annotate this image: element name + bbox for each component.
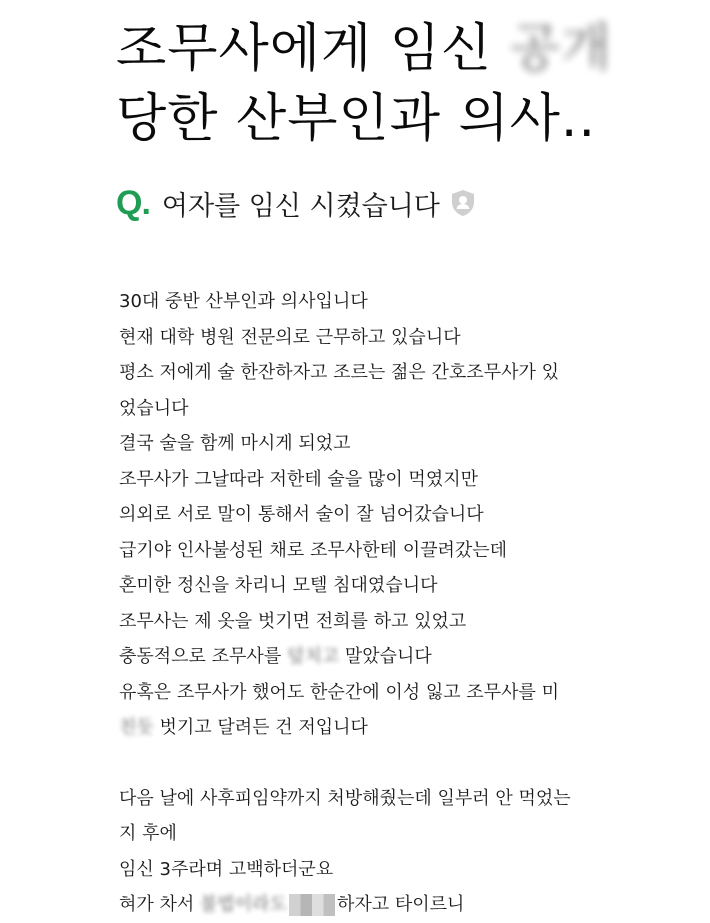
blurred-word: 친듯 (119, 717, 154, 738)
body-line-text: 충동적으로 조무사를 (119, 646, 282, 667)
question-header (116, 180, 476, 226)
body-line: 었습니다 (119, 397, 189, 419)
body-line-text: 혀가 차서 (119, 894, 195, 915)
headline-line-1 (116, 14, 706, 84)
body-line: 30대 중반 산부인과 의사입니다 (119, 291, 368, 312)
body-line: 지 후에 (119, 823, 177, 844)
question-mark-label: Q. (116, 183, 150, 222)
body-line: 의외로 서로 말이 통해서 술이 잘 넘어갔습니다 (119, 504, 484, 525)
headline-blurred-fragment: 공개 (509, 19, 613, 79)
shield-user-icon (450, 189, 476, 217)
body-line: 다음 날에 사후피임약까지 처방해줬는데 일부러 안 먹었는 (119, 787, 571, 809)
blurred-word: 덮치고 (286, 646, 340, 667)
body-line: 임신 3주라며 고백하더군요 (119, 858, 334, 880)
pixelated-censor (289, 894, 335, 916)
body-line (119, 639, 699, 675)
article-headline (116, 14, 706, 154)
paragraph-spacer (119, 746, 699, 781)
body-line: 조무사가 그날따라 저한테 술을 많이 먹였지만 (119, 468, 478, 490)
headline-text-1: 조무사에게 임신 (116, 19, 493, 79)
body-line: 조무사는 제 옷을 벗기면 전희를 하고 있었고 (119, 610, 467, 632)
body-line: 현재 대학 병원 전문의로 근무하고 있습니다 (119, 326, 461, 348)
body-line-tail: 하자고 타이르니 (336, 894, 465, 915)
body-line-text: 벗기고 달려든 건 저입니다 (159, 717, 368, 738)
body-line: 유혹은 조무사가 했어도 한순간에 이성 잃고 조무사를 미 (119, 681, 559, 703)
headline-line-2: 당한 산부인과 의사.. (116, 89, 596, 149)
body-line (119, 887, 699, 923)
question-body (119, 284, 699, 923)
body-line: 결국 술을 함께 마시게 되었고 (119, 433, 351, 454)
question-title: 여자를 임신 시켰습니다 (161, 190, 440, 222)
body-line: 평소 저에게 술 한잔하자고 조르는 젊은 간호조무사가 있 (119, 362, 559, 383)
body-line: 혼미한 정신을 차리니 모텔 침대였습니다 (119, 575, 438, 596)
body-line (119, 710, 699, 746)
body-line: 급기야 인사불성된 채로 조무사한테 이끌려갔는데 (119, 539, 508, 561)
body-line-tail: 말았습니다 (344, 646, 432, 667)
blurred-word: 불법이라도 (200, 894, 287, 915)
